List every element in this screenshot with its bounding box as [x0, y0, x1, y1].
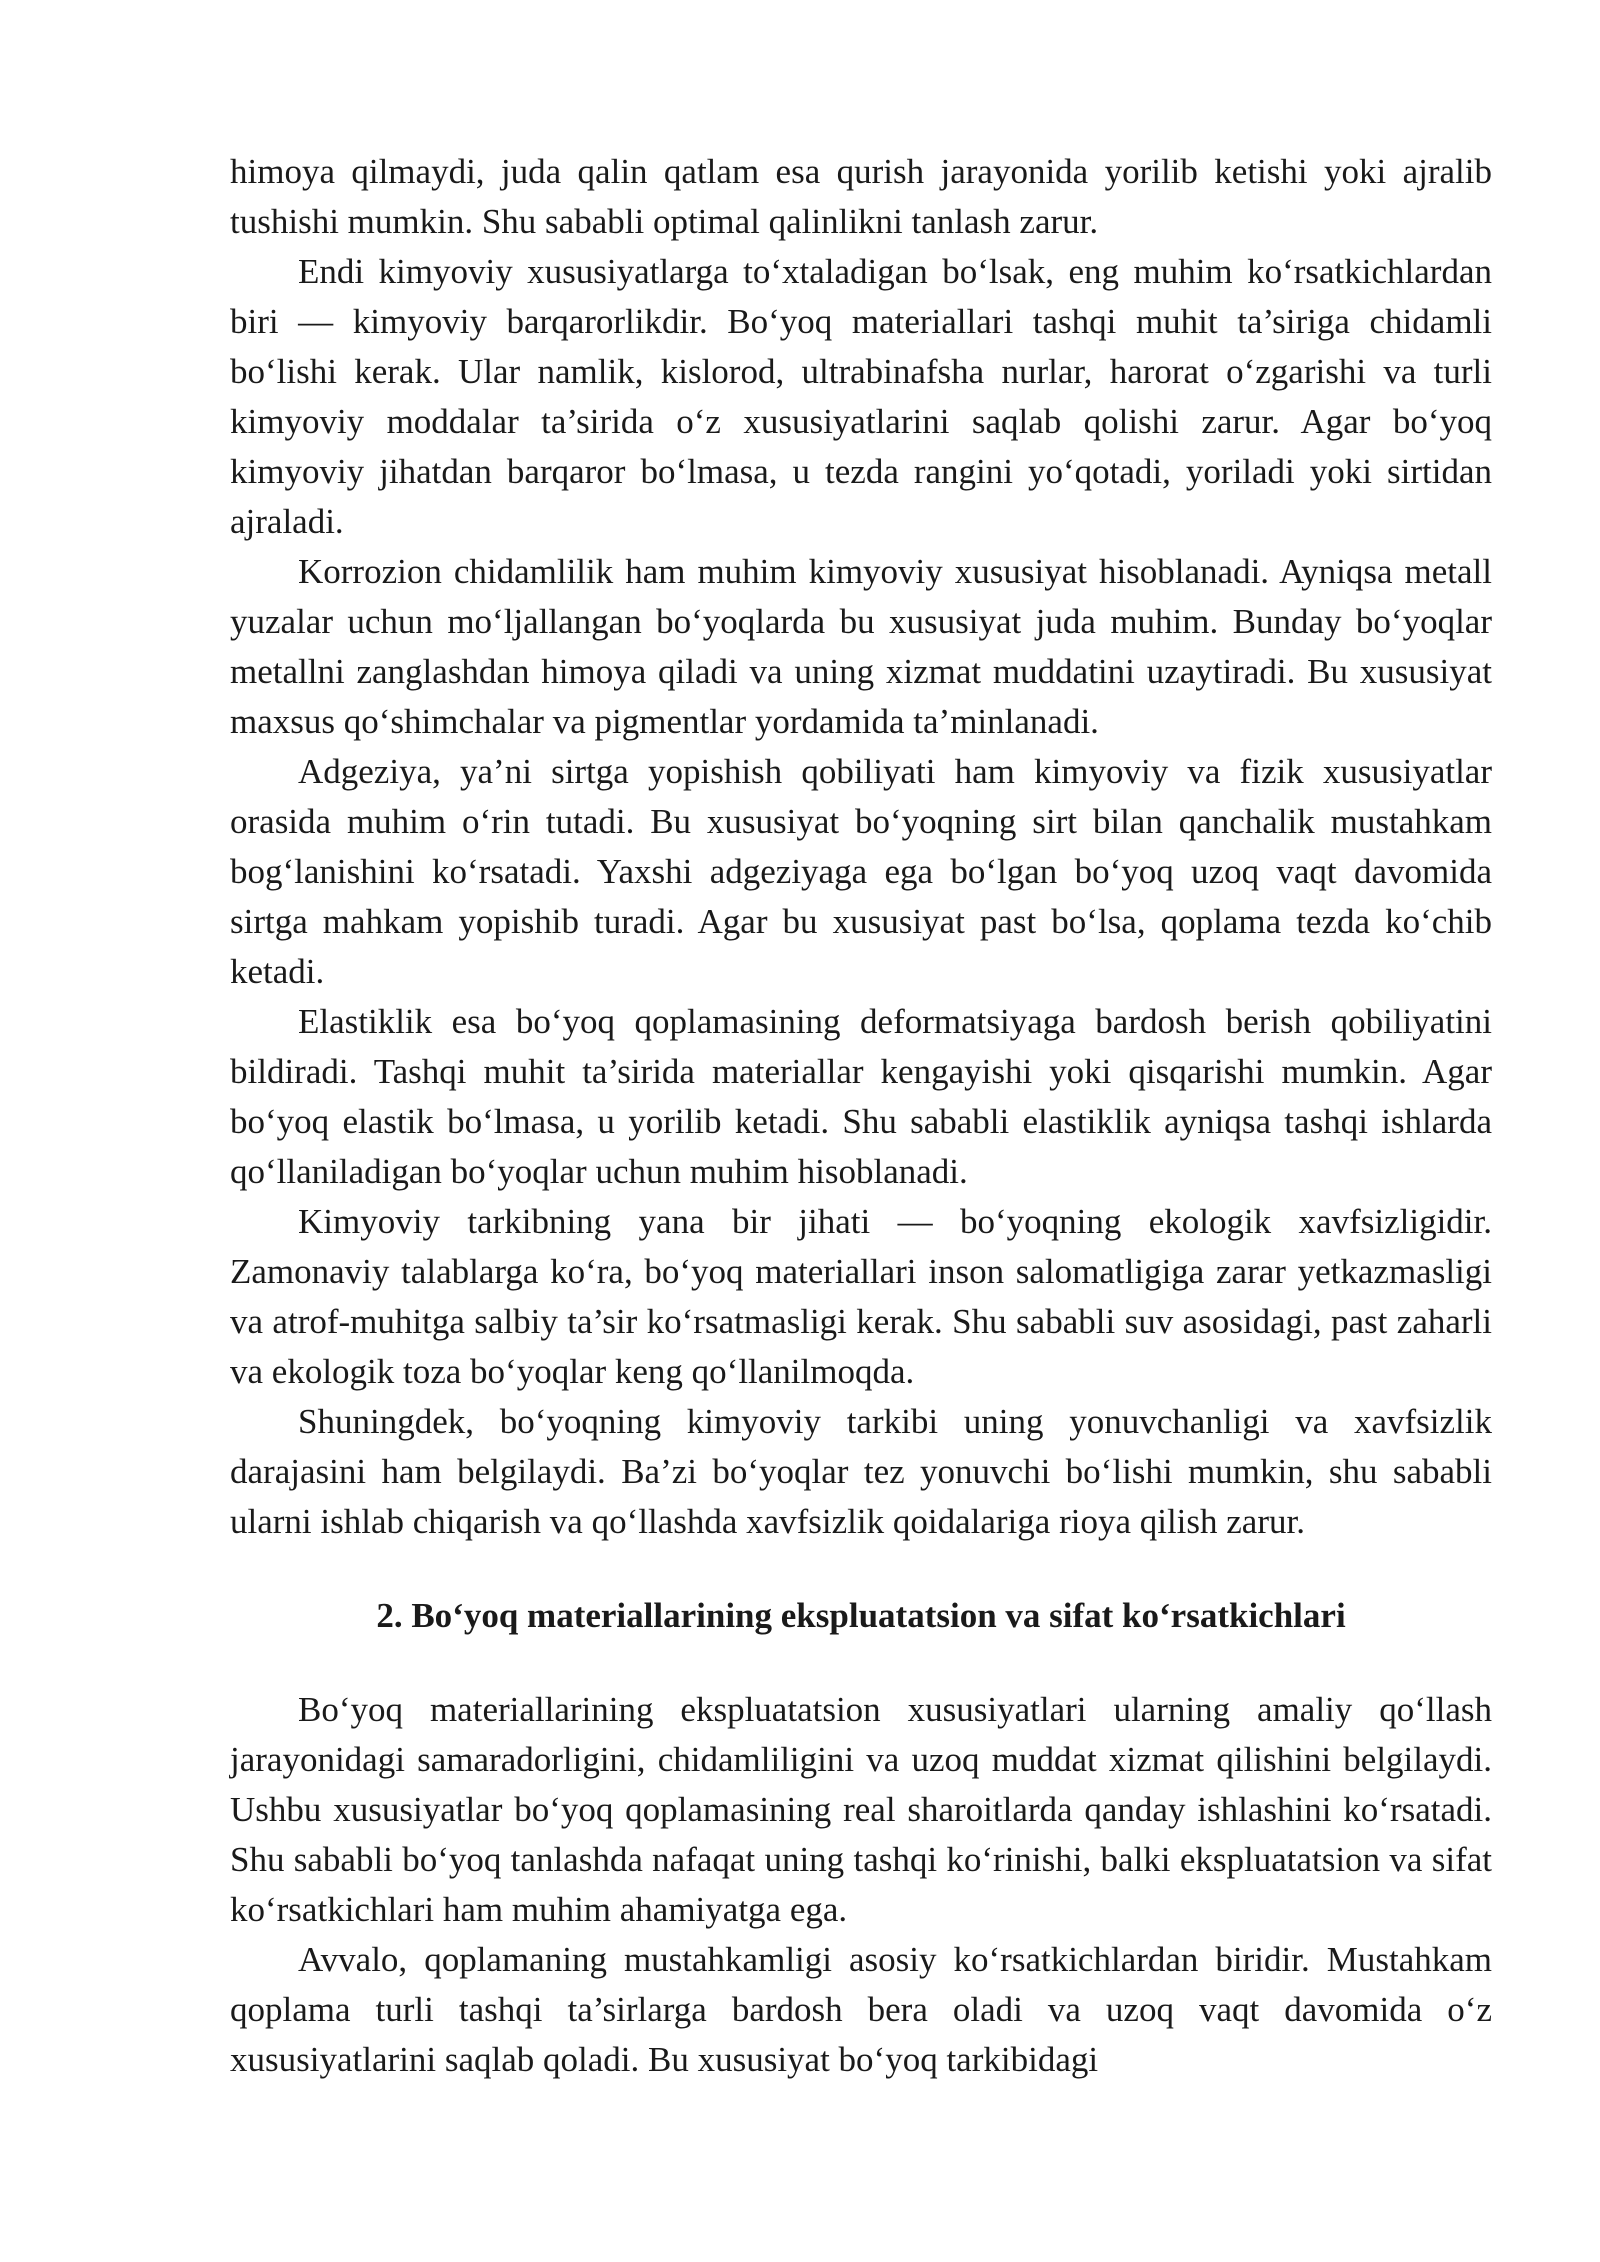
- paragraph-ecological-safety: Kimyoviy tarkibning yana bir jihati — bo‘yoqning ekologik xavfsizligidir. Zamonaviy talablarga ko‘ra, bo‘yoq materiallari inson salomatligiga zarar yetkazmasligi va atrof-muhitga salbiy ta’sir ko‘rsatmasligi kerak. Shu sababli suv asosidagi, past zaharli va ekologik toza bo‘yoqlar keng qo‘llanilmoqda.: [230, 1202, 1492, 1391]
- paragraph-coating-strength: Avvalo, qoplamaning mustahkamligi asosiy ko‘rsatkichlardan biridir. Mustahkam qoplama turli tashqi ta’sirlarga bardosh bera oladi va uzoq vaqt davomida o‘z xususiyatlarini saqlab qoladi. Bu xususiyat bo‘yoq tarkibidagi: [230, 1940, 1492, 2079]
- paragraph-flammability: Shuningdek, bo‘yoqning kimyoviy tarkibi uning yonuvchanligi va xavfsizlik darajasini ham belgilaydi. Ba’zi bo‘yoqlar tez yonuvchi bo‘lishi mumkin, shu sababli ularni ishlab chiqarish va qo‘llashda xavfsizlik qoidalariga rioya qilish zarur.: [230, 1402, 1492, 1541]
- paragraph-adhesion: Adgeziya, ya’ni sirtga yopishish qobiliyati ham kimyoviy va fizik xususiyatlar orasida muhim o‘rin tutadi. Bu xususiyat bo‘yoqning sirt bilan qanchalik mustahkam bog‘lanishini ko‘rsatadi. Yaxshi adgeziyaga ega bo‘lgan bo‘yoq uzoq vaqt davomida sirtga mahkam yopishib turadi. Agar bu xususiyat past bo‘lsa, qoplama tezda ko‘chib ketadi.: [230, 752, 1492, 991]
- paragraph-operational-properties: Bo‘yoq materiallarining ekspluatatsion xususiyatlari ularning amaliy qo‘llash jarayonidagi samaradorligini, chidamliligini va uzoq muddat xizmat qilishini belgilaydi. Ushbu xususiyatlar bo‘yoq qoplamasining real sharoitlarda qanday ishlashini ko‘rsatadi. Shu sababli bo‘yoq tanlashda nafaqat uning tashqi ko‘rinishi, balki ekspluatatsion va sifat ko‘rsatkichlari ham muhim ahamiyatga ega.: [230, 1690, 1492, 1929]
- paragraph-elasticity: Elastiklik esa bo‘yoq qoplamasining deformatsiyaga bardosh berish qobiliyatini bildiradi. Tashqi muhit ta’sirida materiallar kengayishi yoki qisqarishi mumkin. Agar bo‘yoq elastik bo‘lmasa, u yorilib ketadi. Shu sababli elastiklik ayniqsa tashqi ishlarda qo‘llaniladigan bo‘yoqlar uchun muhim hisoblanadi.: [230, 1002, 1492, 1191]
- paragraph-continuation: himoya qilmaydi, juda qalin qatlam esa qurish jarayonida yorilib ketishi yoki ajralib tushishi mumkin. Shu sababli optimal qalinlikni tanlash zarur.: [230, 152, 1492, 241]
- section-heading: 2. Bo‘yoq materiallarining ekspluatatsion va sifat ko‘rsatkichlari: [376, 1596, 1346, 1635]
- paragraph-chemical-stability: Endi kimyoviy xususiyatlarga to‘xtaladigan bo‘lsak, eng muhim ko‘rsatkichlardan biri — kimyoviy barqarorlikdir. Bo‘yoq materiallari tashqi muhit ta’siriga chidamli bo‘lishi kerak. Ular namlik, kislorod, ultrabinafsha nurlar, harorat o‘zgarishi va turli kimyoviy moddalar ta’sirida o‘z xususiyatlarini saqlab qolishi zarur. Agar bo‘yoq kimyoviy jihatdan barqaror bo‘lmasa, u tezda rangini yo‘qotadi, yoriladi yoki sirtidan ajraladi.: [230, 252, 1492, 541]
- document-page: [230, 147, 1492, 2085]
- paragraph-corrosion-resistance: Korrozion chidamlilik ham muhim kimyoviy xususiyat hisoblanadi. Ayniqsa metall yuzalar uchun mo‘ljallangan bo‘yoqlarda bu xususiyat juda muhim. Bunday bo‘yoqlar metallni zanglashdan himoya qiladi va uning xizmat muddatini uzaytiradi. Bu xususiyat maxsus qo‘shimchalar va pigmentlar yordamida ta’minlanadi.: [230, 552, 1492, 741]
